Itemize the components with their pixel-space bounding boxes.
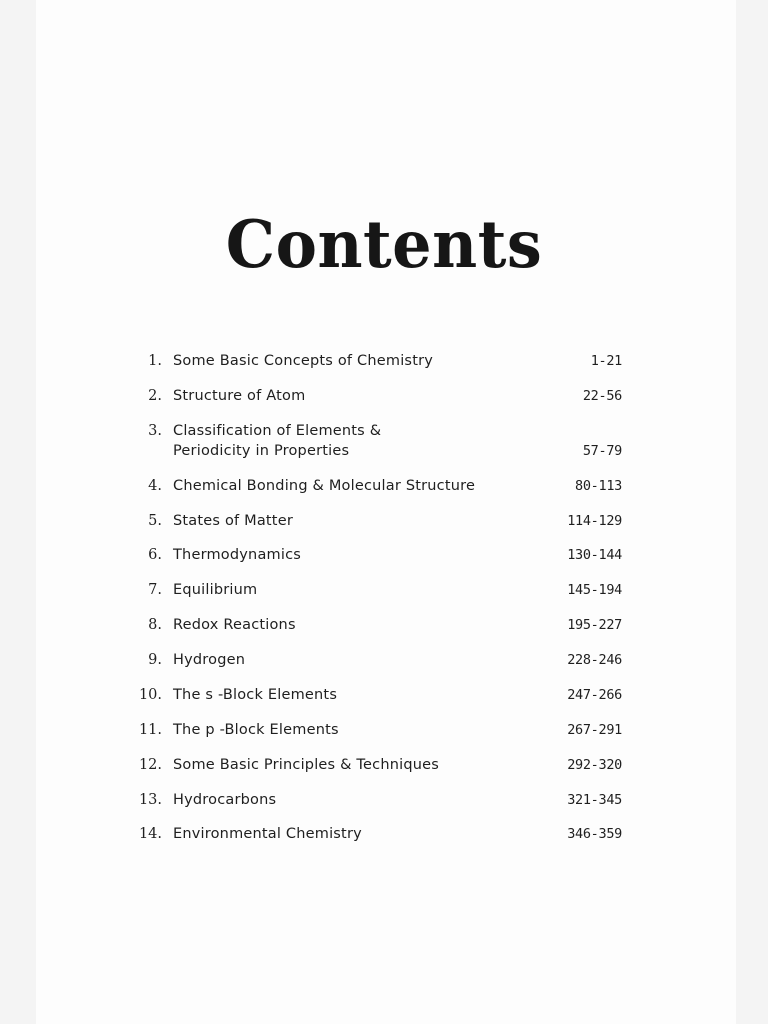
toc-entry-title: Classification of Elements & bbox=[173, 423, 382, 439]
toc-entry-title: Some Basic Principles & Techniques bbox=[173, 757, 439, 773]
toc-entry-title-continued: Periodicity in Properties bbox=[173, 443, 350, 459]
toc-entry-number: 14. bbox=[138, 826, 162, 842]
toc-entry-number: 11. bbox=[138, 722, 162, 738]
toc-entry-number: 12. bbox=[138, 757, 162, 773]
toc-entry-pages: 195-227 bbox=[567, 617, 622, 633]
toc-entry-number: 13. bbox=[138, 792, 162, 808]
toc-entry-pages: 145-194 bbox=[567, 582, 622, 598]
toc-entry-title: Environmental Chemistry bbox=[173, 826, 362, 842]
toc-entry-title: Hydrocarbons bbox=[173, 792, 277, 808]
toc-entry-pages: 267-291 bbox=[567, 722, 622, 738]
toc-entry-number: 6. bbox=[148, 547, 162, 563]
toc-entry-number: 5. bbox=[148, 513, 162, 529]
page-title: Contents bbox=[225, 206, 543, 283]
toc-entry-title: States of Matter bbox=[173, 513, 293, 529]
toc-entry-number: 9. bbox=[148, 652, 162, 668]
toc-entry-title: Equilibrium bbox=[173, 582, 258, 598]
toc-entry-number: 7. bbox=[148, 582, 162, 598]
toc-entry-title: Redox Reactions bbox=[173, 617, 296, 633]
toc-entry-pages: 228-246 bbox=[567, 652, 622, 668]
toc-entry-title: The s -Block Elements bbox=[173, 687, 338, 703]
toc-entry-pages: 130-144 bbox=[567, 547, 622, 563]
toc-entry-pages: 292-320 bbox=[567, 757, 622, 773]
toc-entry-title: Hydrogen bbox=[173, 652, 246, 668]
toc-entry-pages: 22-56 bbox=[582, 388, 622, 404]
toc-entry-title: The p -Block Elements bbox=[173, 722, 339, 738]
toc-entry-pages: 346-359 bbox=[567, 826, 622, 842]
toc-entry-title: Thermodynamics bbox=[173, 547, 302, 563]
toc-entry-number: 4. bbox=[148, 478, 162, 494]
toc-entry-title: Structure of Atom bbox=[173, 388, 306, 404]
toc-entry-pages: 80-113 bbox=[575, 478, 622, 494]
toc-entry-number: 10. bbox=[138, 687, 162, 703]
toc-entry-title: Chemical Bonding & Molecular Structure bbox=[173, 478, 476, 494]
toc-entry-pages: 1-21 bbox=[590, 353, 622, 369]
toc-entry-pages: 247-266 bbox=[567, 687, 622, 703]
toc-entry-number: 2. bbox=[148, 388, 162, 404]
toc-entry-number: 3. bbox=[148, 423, 162, 439]
toc-entry-number: 8. bbox=[148, 617, 162, 633]
toc-entry-pages: 57-79 bbox=[582, 443, 622, 459]
toc-entry-pages: 114-129 bbox=[567, 513, 622, 529]
toc-entry-pages: 321-345 bbox=[567, 792, 622, 808]
toc-entry-title: Some Basic Concepts of Chemistry bbox=[173, 353, 434, 369]
toc-entry-number: 1. bbox=[148, 353, 162, 369]
